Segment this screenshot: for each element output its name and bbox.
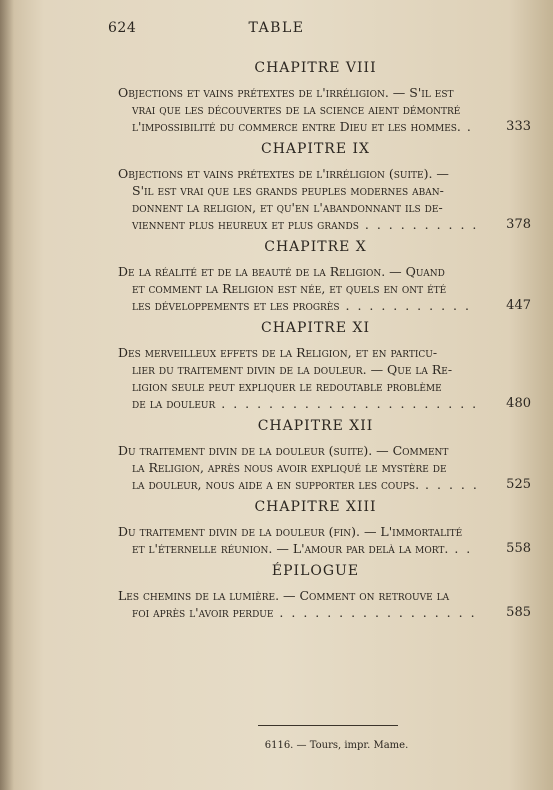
chapter-heading: CHAPITRE VIII [254,60,377,76]
running-title: TABLE [248,20,305,36]
printer-imprint [0,740,553,751]
footer-rule [258,725,398,726]
toc-chapter [118,239,531,314]
summary-line: et comment la Religion est née, et quels en ont été [132,281,447,296]
summary-line: Objections et vains prétextes de l'irréligion (suite). — [118,166,449,181]
toc-chapter [118,418,531,493]
imprint-text: 6116. — Tours, impr. Mame. [264,740,409,751]
page-reference: 525 [506,477,531,492]
chapter-heading: ÉPILOGUE [271,563,360,579]
summary-line: Du traitement divin de la douleur (suite). — Comment [118,443,449,458]
summary-line: les développements et les progrès . . . [118,297,477,314]
page-reference: 447 [506,298,531,313]
spine-shadow [0,0,14,790]
chapter-summary [118,84,531,135]
summary-line: De la réalité et de la beauté de la Religion. — Quand [118,264,445,279]
chapter-heading: CHAPITRE XII [257,418,374,434]
chapter-heading: CHAPITRE XIII [254,499,377,515]
summary-line: Des merveilleux effets de la Religion, et en particu- [118,345,438,360]
chapter-heading: CHAPITRE IX [260,141,371,157]
summary-line: vrai que les découvertes de la science aient démontré [132,102,461,117]
summary-line: la douleur, nous aide a en supporter les coups. . . . [118,476,477,493]
page-reference: 585 [506,605,531,620]
chapter-summary [118,263,531,314]
summary-line: S'il est vrai que les grands peuples modernes aban- [132,183,444,198]
summary-line: viennent plus heureux et plus grands . . . [118,216,477,233]
chapter-summary [118,165,531,233]
chapter-heading: CHAPITRE X [264,239,367,255]
summary-line: ligion seule peut expliquer le redoutable problème [132,379,442,394]
summary-line: donnent la religion, et qu'en l'abandonnant ils de- [132,200,443,215]
summary-line: Les chemins de la lumière. — Comment on retrouve la [118,588,450,603]
toc-chapter [118,60,531,135]
page-header [0,20,553,40]
summary-line: et l'éternelle réunion. — L'amour par delà la mort. . . . [118,540,477,557]
toc-chapter [118,563,531,621]
chapter-heading: CHAPITRE XI [260,320,371,336]
chapter-summary [118,587,531,621]
summary-line: de la douleur . . . [118,395,477,412]
toc-chapter [118,499,531,557]
summary-line: l'impossibilité du commerce entre Dieu et les hommes. . . . [118,118,477,135]
summary-line: foi après l'avoir perdue . . . [118,604,477,621]
page-reference: 333 [506,119,531,134]
chapter-summary [118,344,531,412]
summary-line: la Religion, après nous avoir expliqué le mystère de [132,460,447,475]
chapter-summary [118,442,531,493]
summary-line: lier du traitement divin de la douleur. — Que la Re- [132,362,453,377]
summary-line: Objections et vains prétextes de l'irréligion. — S'il est [118,85,454,100]
page-reference: 558 [506,541,531,556]
toc-chapter [118,141,531,233]
page-reference: 480 [506,396,531,411]
chapter-summary [118,523,531,557]
page-reference: 378 [506,217,531,232]
toc-chapter [118,320,531,412]
summary-line: Du traitement divin de la douleur (fin). — L'immortalité [118,524,463,539]
page-number: 624 [108,20,137,36]
table-of-contents [118,60,531,627]
